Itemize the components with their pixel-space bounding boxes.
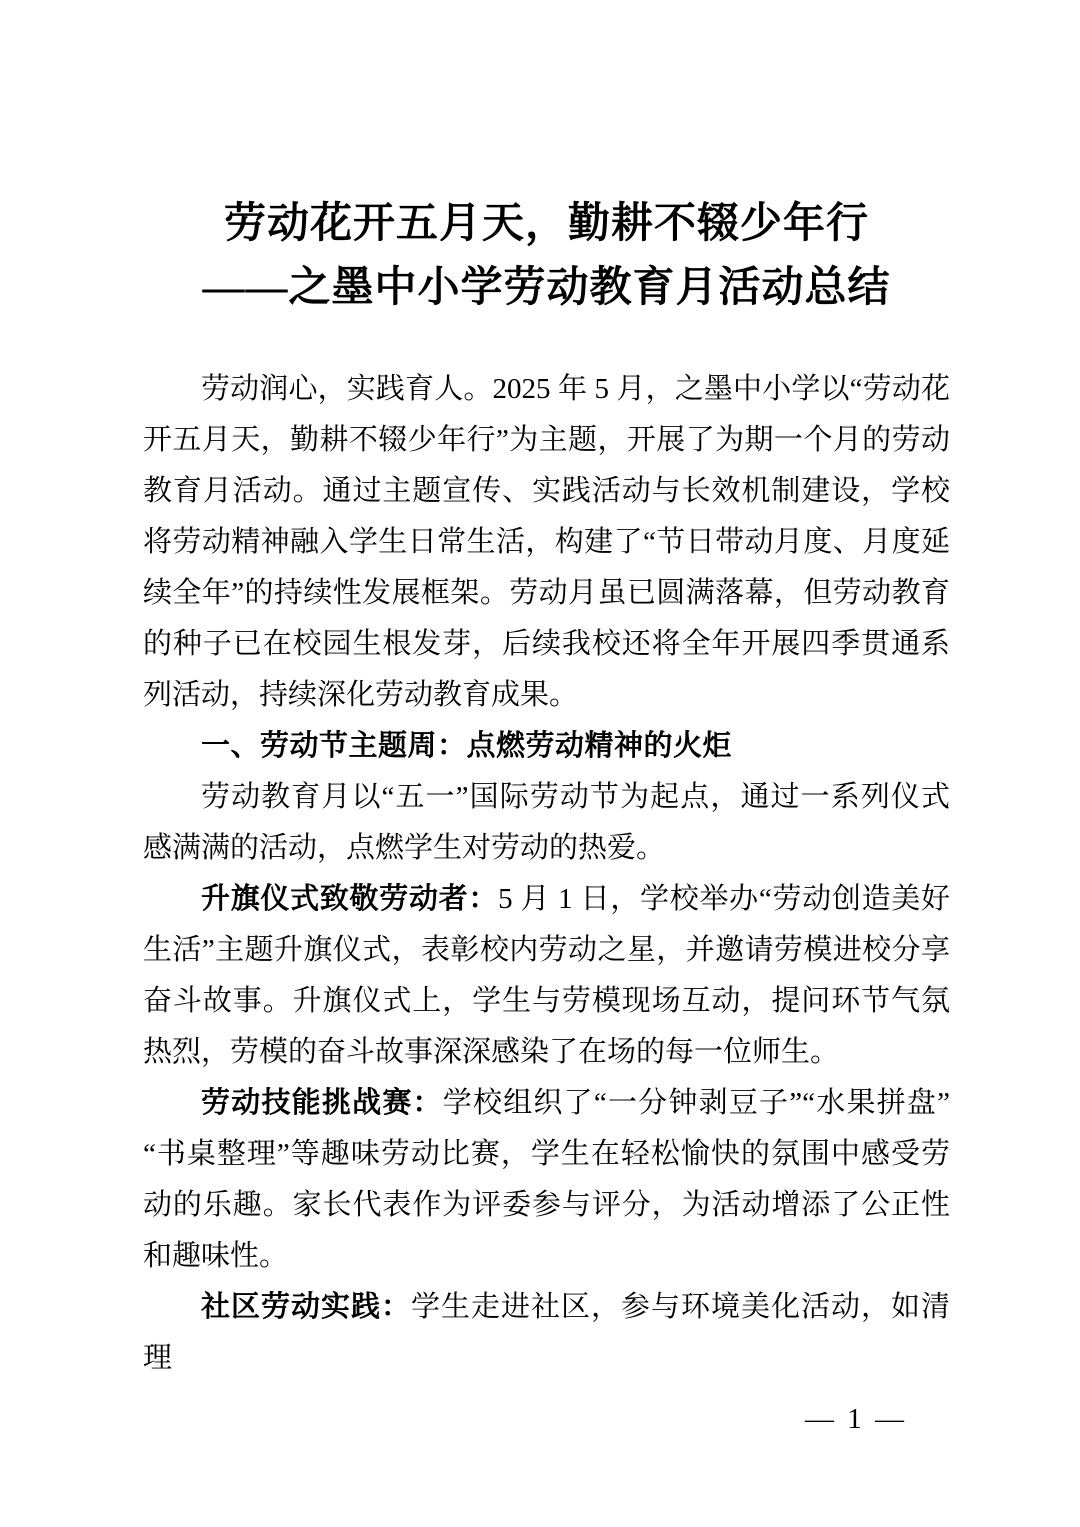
title-line-1: 劳动花开五月天，勤耕不辍少年行	[223, 201, 869, 247]
document-title	[143, 192, 950, 320]
section-heading-1: 一、劳动节主题周：点燃劳动精神的火炬	[201, 730, 733, 762]
paragraph-text: 劳动润心，实践育人。2025 年 5 月，之墨中小学以“劳动花开五月天，勤耕不辍少年行”为主题，开展了为期一个月的劳动教育月活动。通过主题宣传、实践活动与长效机制建设，学校将劳动精神融入学生日常生活，构建了“节日带动月度、月度延续全年”的持续性发展框架。劳动月虽已圆满落幕，但劳动教育的种子已在校园生根发芽，后续我校还将全年开展四季贯通系列活动，持续深化劳动教育成果。	[143, 373, 950, 711]
paragraph-lead: 社区劳动实践：	[201, 1291, 411, 1323]
paragraph-community-practice	[143, 1282, 950, 1384]
title-line-2: ——之墨中小学劳动教育月活动总结	[202, 265, 891, 311]
paragraph-section1-intro	[143, 772, 950, 874]
paragraph-flag-ceremony	[143, 874, 950, 1078]
paragraph-text: 学校组织了“一分钟剥豆子”“水果拼盘”“书桌整理”等趣味劳动比赛，学生在轻松愉快的氛围中感受劳动的乐趣。家长代表作为评委参与评分，为活动增添了公正性和趣味性。	[143, 1087, 950, 1272]
paragraph-text: 劳动教育月以“五一”国际劳动节为起点，通过一系列仪式感满满的活动，点燃学生对劳动的热爱。	[143, 781, 950, 864]
paragraph-text: 学生走进社区，参与环境美化活动，如清理	[143, 1291, 950, 1374]
document-body	[143, 364, 950, 1384]
paragraph-intro	[143, 364, 950, 721]
paragraph-text: 5 月 1 日，学校举办“劳动创造美好生活”主题升旗仪式，表彰校内劳动之星，并邀请劳模进校分享奋斗故事。升旗仪式上，学生与劳模现场互动，提问环节气氛热烈，劳模的奋斗故事深深感染了在场的每一位师生。	[143, 883, 950, 1068]
paragraph-lead: 升旗仪式致敬劳动者：	[201, 883, 499, 915]
paragraph-skill-challenge	[143, 1078, 950, 1282]
paragraph-lead: 劳动技能挑战赛：	[201, 1087, 443, 1119]
page-number: — 1 —	[805, 1403, 907, 1435]
